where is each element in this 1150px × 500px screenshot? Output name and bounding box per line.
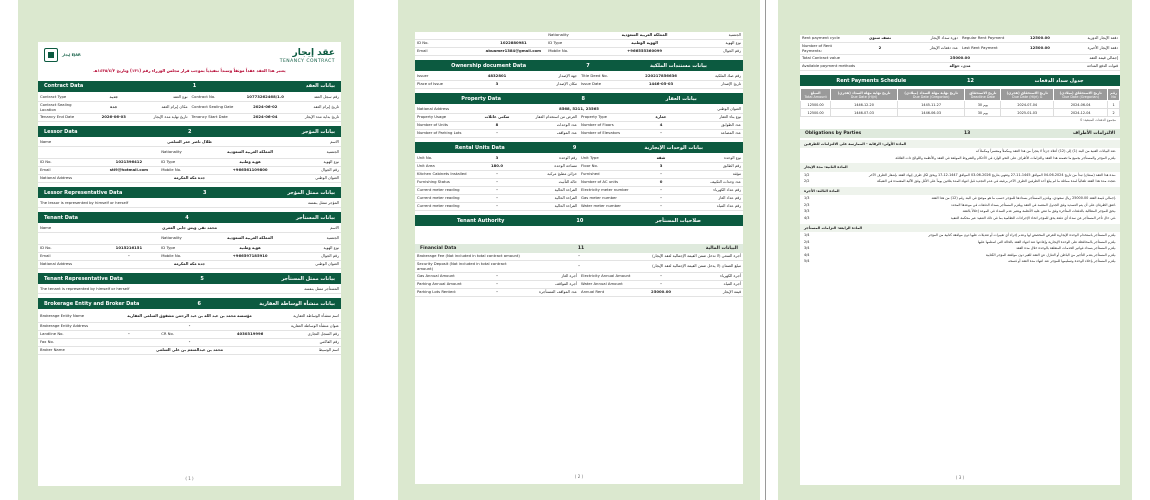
unit-row: Current meter reading - القراءة الحالية Gas meter number - رقم عداد الغاز [415,195,743,203]
section-header-obligations: Obligations by Parties 13 الالتزامات الأطراف [800,129,1120,138]
schedule-col-header: رقم No [1108,89,1120,101]
payment-row: Number of Rent Payments: 2 عدد دفعات الإيجار Last Rent Payment 12500.00 دفعة الإيجار الأخيرة [800,43,1120,55]
article-4-clauses [800,232,1120,265]
ownership-row: Place of Issue 3 مكان الإصدار Issue Date 1446-05-03 تاريخ الإصدار [415,81,743,89]
contract-row: Contract Sealing Location جدة مكان إبرام العقد Contract Sealing Date 2024-06-02 تاريخ إبرام العقد [38,102,341,114]
article-2-clauses [800,172,1120,185]
clause: 2/4 يلتزم المستأجر بالمحافظة على الوحدة الإيجارية وإعادتها عند انتهاء العقد بالحالة التي استلمها عليها. [804,239,1116,244]
lessor-email-row: Email stl9@hotmail.com Mobile No. +966561109800 رقم الجوال [38,167,341,175]
continued-party-table [415,32,743,56]
clause: 1/2 مدة هذا العقد (سنتان) تبدأ من تاريخ 2024-06-04 الموافق 1445-11-27 وتنتهي بتاريخ 2026-06-03 الموافق 1447-12-17 ويحق لكل طرف إنهاء العقد بإشعار الطرف الآخر. [804,172,1116,177]
document-page-2 [415,32,743,484]
schedule-table [800,88,1120,117]
section-header-schedule: Rent Payments Schedule 12 جدول سداد الدفعات [800,75,1120,86]
tenant-nationality-row: Nationality المملكة العربية السعودية الجنسية [38,233,341,245]
property-row: Property Usage سكني عائلات الغرض من استخدام العقار Property Type عمارة نوع بناء العقار [415,114,743,122]
party-row: Email abuamer1384@gmail.com Mobile No. +966555360099 رقم الجوال [415,48,743,56]
article-2-title: المادة الثانية: مدة الإيجار [800,163,1120,171]
financial-row: Gas Annual Amount - أجرة الغاز Electricity Annual Amount - أجرة الكهرباء [415,273,743,281]
property-table [415,114,743,138]
unit-row: Current meter reading - القراءة الحالية Water meter number - رقم عداد المياه [415,203,743,211]
article-1-text-2: يلتزم المؤجر والمستأجر بجميع ما تضمنه هذا العقد والتزامات الأطراف على النحو الوارد في الأحكام والشروط الموقعة في العقد والأنظمة واللوائح ذات العلاقة. [895,155,1116,160]
page-number: ( 2 ) [574,474,584,480]
units-table [415,155,743,211]
financial-table-2 [415,273,743,297]
title-english: TENANCY CONTRACT [279,58,335,64]
ownership-table [415,73,743,89]
financial-table [415,253,743,273]
contract-table [38,94,341,122]
contract-row: Contract Type جديد نوع العقد Contract No. 10773262468/1.0 رقم سجل العقد [38,94,341,102]
article-3-clauses [800,195,1120,221]
page-divider [765,0,766,500]
article-4-title: المادة الرابعة: التزامات المستأجر [800,224,1120,232]
document-page-3 [800,35,1120,485]
section-header-broker: Brokerage Entity and Broker Data 6 بيانات منشأة الوساطة العقارية [38,298,341,309]
financial-row: Brokerage Fee (Not included in total contract amount) - أجرة السعي (لا تدخل ضمن القيمة الإجمالية لعقد الإيجار) [415,253,743,261]
article-1-text: تعد البيانات الفنية من البند (1) إلى (12) أعلاه جزءاً لا يتجزأ من هذا العقد ومكملاً ومفسراً ومكملاً له. [975,149,1116,154]
broker-entity-row: Brokerage Entity Name مؤسسة محمد بن عبد الله بن عبد الرحمن مشقوق السلمي العقارية اسم منشأة الوساطة العقارية [38,311,341,323]
financial-row: Security Deposit (Not included in total contract amount) - مبلغ الضمان (لا يدخل ضمن القيمة الإجمالية لعقد الإيجار) [415,261,743,273]
tenant-name-row: Name محمد تقي ويس جابي العمري الاسم [38,225,341,233]
section-header-contract: Contract Data 1 بيانات العقد [38,81,341,92]
unit-row: Furnishing Status - حالة التأثيث Number of AC units 0 عدد وحدات التكييف [415,179,743,187]
document-title [280,48,335,64]
article-3-title: المادة الثالثة: الأجرة [800,187,1120,195]
schedule-col-header: تاريخ نهاية مهلة السداد (هجري) Due Date (Hijri) [831,89,898,101]
logo-text: إيجار EJAR [62,52,81,57]
document-page-1 [38,42,341,486]
payment-row: Available payment methods مدى، حوالة قنوات الدفع المتاحة [800,63,1120,71]
schedule-col-header: تاريخ الاستحقاق (ميلادي) Due Date (Gregorian) [1054,89,1108,101]
schedule-col-header: تاريخ الاستحقاق (هجري) Due Date (Hijri) G [1001,89,1054,101]
page-number: ( 3 ) [955,475,965,481]
clause: 2/3 اتفق الطرفان على أن يتم التسديد وفق الجدول المعتمد في العقد ويلتزم المستأجر بسداد الدفعات في موعدها المحدد. [804,202,1116,207]
document-header [38,42,341,66]
clause: 2/2 تتجدد مدة هذا العقد تلقائياً لمدة مماثلة ما لم يبلغ أحد الطرفين الطرف الآخر برغبته في عدم التجديد قبل انتهاء المدة بثلاثين يوماً على الأقل وفق الآلية المعتمدة في الشبكة. [804,179,1116,184]
lessor-nationality-row: Nationality المملكة العربية السعودية الجنسية [38,147,341,159]
clause: 3/3 يحق للمؤجر المطالبة بالدفعات المتأخرة وفق ما تنص عليه الأنظمة ويعتبر عدم السداد في الموعد إخلالاً بالعقد. [804,209,1116,214]
lessor-rep-row: The lessor is represented by himself or herself المؤجر ممثل بنفسه [38,200,341,208]
financial-row: Parking Annual Amount - أجرة المواقف Water Annual Amount - أجرة المياه [415,281,743,289]
schedule-col-header: تاريخ الاستحقاق Deadline Date [965,89,1001,101]
lessor-name-row: Name طلال ناصر عمر السلمي الاسم [38,139,341,147]
lessor-id-row: ID No. 1021396412 ID Type هوية وطنية نوع الهوية [38,159,341,167]
section-header-units: Rental Units Data 9 بيانات الوحدات الإيجارية [415,142,743,153]
section-header-lessor-rep: Lessor Representative Data 3 بيانات ممثل المؤجر [38,187,341,198]
tenant-id-row: ID No. 1015216151 ID Type هوية وطنية نوع الهوية [38,245,341,253]
section-header-financial: Financial Data 11 البيانات المالية [415,244,743,253]
schedule-row: 12500.00 1446-12-20 1445-11-27 يوم 30 2024-07-04 2024-06-04 1 [801,101,1120,109]
clause: 1/3 إجمالي قيمة العقد 25000.00 ريال سعودي، ويلتزم المستأجر بسدادها للمؤجر حسب ما هو موضح في البند رقم (12) من هذا العقد. [804,196,1116,201]
tenant-address-row: National Address جدة مكة المكرمة العنوان الوطني [38,261,341,269]
broker-address-row: Brokerage Entity Address - عنوان منشأة الوساطة العقارية [38,323,341,331]
section-header-property: Property Data 8 بيانات العقار [415,93,743,104]
unit-row: Kitchen Cabinets Installed - خزائن مطبخ مركبة Furnished - مؤثثة [415,171,743,179]
contract-row: Tenancy End Date 2026-06-03 تاريخ نهاية مدة الإيجار Tenancy Start Date 2024-06-04 تاريخ بداية مدة الإيجار [38,114,341,122]
property-address-row: National Address 8568, 5211, 23565 العنوان الوطني [415,106,743,114]
clause: 4/4 يلتزم المستأجر بعدم التأجير من الباطن أو التنازل عن العقد للغير دون موافقة المؤجر الكتابية. [804,252,1116,257]
payment-row: Rent payment cycle نصف سنوي دورة سداد الإيجار Regular Rent Payment 12500.00 دفعة الإيجار الدورية [800,35,1120,43]
ejar-logo [44,48,81,62]
section-header-ownership: Ownership document Data 7 بيانات مستندات الملكية [415,60,743,71]
party-row: Nationality المملكة العربية السعودية الجنسية [415,32,743,40]
section-header-tenant-rep: Tenant Representative Data 5 بيانات ممثل المستأجر [38,273,341,284]
ownership-row: Issuer 4832801 جهة الإصدار Title Deed No. 220217856636 رقم صك الملكية [415,73,743,81]
unit-row: Unit No. 3 رقم الوحدة Unit Type شقة نوع الوحدة [415,155,743,163]
preamble: يعتبر هذا العقد عقداً موثقاً وسنداً تنفيذياً بموجب قرار مجلس الوزراء رقم (١٣١) وتاريخ ١٤٣٥/٤/٣هـ [93,68,286,74]
financial-row: Parking Lots Rented: - عدد المواقف المستأجرة Annual Rent 25000.00 قيمة الإيجار [415,289,743,297]
property-row: Number of Units 8 عدد الوحدات Number of Floors 4 عدد الطوابق [415,122,743,130]
property-row: Number of Parking Lots - عدد المواقف Number of Elevators - عدد المصاعد [415,130,743,138]
tenant-rep-row: The tenant is represented by himself or herself المستأجر ممثل بنفسه [38,286,341,294]
clause: 3/4 يلتزم المستأجر بسداد فواتير الخدمات المتعلقة بالوحدة خلال مدة العقد. [804,246,1116,251]
section-header-tenant: Tenant Data 4 بيانات المستأجر [38,212,341,223]
unit-row: Unit Area 180.0 مساحة الوحدة Floor No. 3 رقم الطابق [415,163,743,171]
clause: 4/3 في حال تأخر المستأجر عن سداد أي دفعة يحق للمؤجر اتخاذ الإجراءات النظامية بما في ذلك التنفيذ عبر محكمة التنفيذ. [804,216,1116,221]
schedule-col-header: تاريخ نهاية مهلة السداد (ميلادي) Due Date (Gregorian) [897,89,965,101]
section-header-lessor: Lessor Data 2 بيانات المؤجر [38,126,341,137]
clause: 5/4 يلتزم المستأجر بإخلاء الوحدة وتسليمها للمؤجر عند انتهاء مدة العقد أو فسخه. [804,259,1116,264]
payment-summary-table [800,35,1120,71]
schedule-row: 12500.00 1446-07-03 1446-06-03 يوم 30 2025-01-03 2024-12-04 2 [801,109,1120,117]
schedule-note: مجموع الدفعات المتبقية: 0 [1080,118,1116,123]
broker-name-row: Broker Name محمد بن عبدالمنعم بن علي السلمي اسم الوسيط [38,347,341,355]
broker-fax-row: Fax No. - رقم الفاكس [38,339,341,347]
lessor-address-row: National Address جدة مكة المكرمة العنوان الوطني [38,175,341,183]
logo-icon [44,48,58,62]
schedule-col-header: المبلغ Total Amount [801,89,831,101]
broker-cr-row: Landline No. - CR No. 4030319996 رقم السجل التجاري [38,331,341,339]
tenant-email-row: Email - Mobile No. +966597185910 رقم الجوال [38,253,341,261]
page-number: ( 1 ) [185,476,194,482]
unit-row: Current meter reading - القراءة الحالية Electricity meter number - رقم عداد الكهرباء [415,187,743,195]
payment-row: Total Contract value 25000.00 إجمالي قيمة العقد [800,55,1120,63]
section-header-authority: Tenant Authority 10 صلاحيات المستأجر [415,215,743,226]
clause: 1/4 يلتزم المستأجر باستخدام الوحدة الإيجارية للغرض المخصص لها وعدم إجراء أي تغييرات أو تعديلات عليها دون موافقة كتابية من المؤجر. [804,232,1116,237]
party-row: ID No. 1022880981 ID Type الهوية الوطنية نوع الهوية [415,40,743,48]
title-arabic: عقد إيجار [292,48,335,58]
article-1-title: المادة الأولى: الرقابة - الممارسة على الالتزامات للطرفين [800,140,1120,148]
